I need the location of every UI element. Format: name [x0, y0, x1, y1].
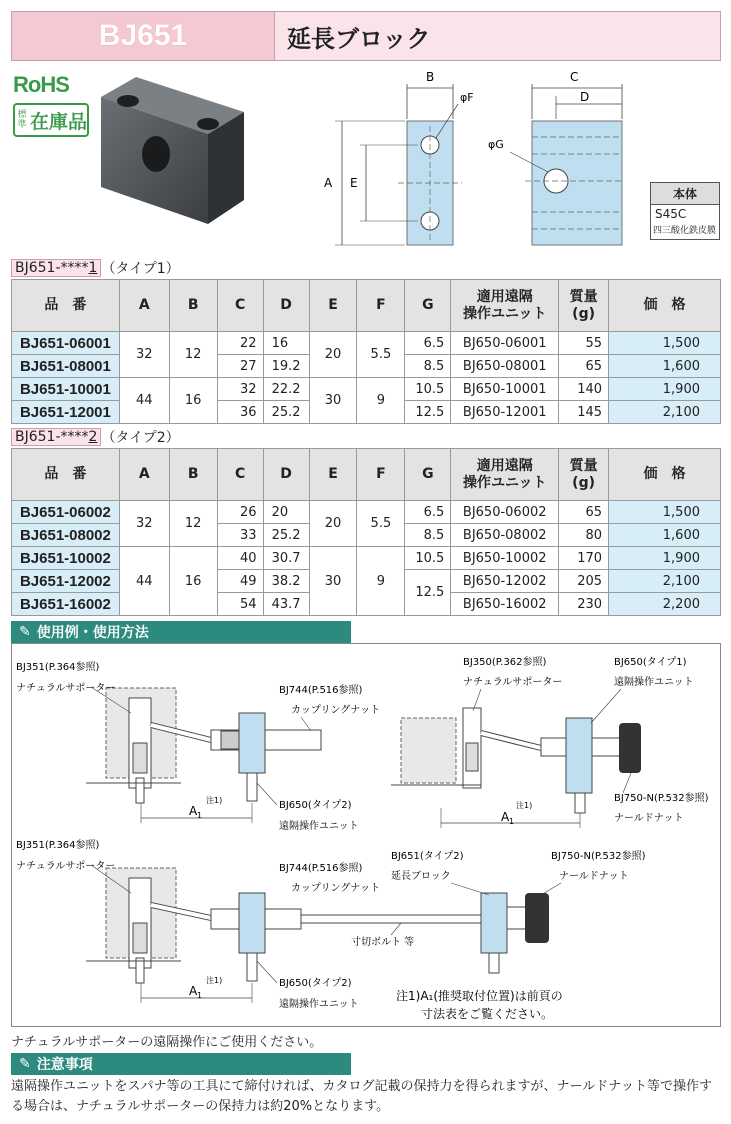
type2-header-3: C: [217, 449, 263, 501]
dim-c-cell: 49: [217, 570, 263, 593]
dim-a: A: [324, 176, 333, 190]
type2-table: [11, 448, 721, 616]
type1-label: [11, 258, 180, 278]
d2-label-2: ナチュラルサポーター: [463, 677, 563, 688]
dim-c-cell: 22: [217, 332, 263, 355]
d3-label-1: BJ351(P.364参照): [16, 840, 100, 851]
price-cell: 1,600: [609, 355, 721, 378]
unit-cell: BJ650-10001: [451, 378, 559, 401]
dim-g-cell: 10.5: [405, 378, 451, 401]
table-row: [12, 332, 721, 355]
type1-label-prefix: BJ651-****: [15, 260, 89, 276]
dim-d-cell: 22.2: [263, 378, 309, 401]
unit-cell: BJ650-08002: [451, 524, 559, 547]
d3-label-3: BJ744(P.516参照): [279, 863, 363, 874]
caution-text: 遠隔操作ユニットをスパナ等の工具にて締付ければ、カタログ記載の保持力を得られますが、ナールドナット等で操作する場合は、ナチュラルサポーターの保持力は約20%となります。: [11, 1079, 712, 1114]
pen-icon: ✎: [19, 1056, 31, 1072]
dim-f-cell: 5.5: [357, 332, 405, 378]
dim-f-cell: 9: [357, 378, 405, 424]
d3-label-6: 延長ブロック: [391, 871, 451, 882]
stock-badge: [13, 103, 89, 137]
d2-a1-sub: 1: [509, 817, 515, 826]
dim-c-cell: 27: [217, 355, 263, 378]
d2-label-6: ナールドナット: [614, 813, 684, 824]
material-note: 四三酸化鉄皮膜: [653, 226, 717, 236]
d3-label-10: BJ650(タイプ2): [279, 978, 352, 989]
part-number: BJ651-08002: [12, 524, 120, 547]
price-cell: 2,200: [609, 593, 721, 616]
d2-label-3: BJ650(タイプ1): [614, 657, 687, 668]
type2-header-10: 価 格: [609, 449, 721, 501]
usage-footnote-1: 注1)A₁(推奨取付位置)は前頁の: [396, 989, 563, 1003]
dim-g: φG: [488, 138, 504, 151]
dim-d-cell: 25.2: [263, 401, 309, 424]
price-cell: 1,500: [609, 501, 721, 524]
unit-cell: BJ650-06002: [451, 501, 559, 524]
type2-header-8: 適用遠隔 操作ユニット: [451, 449, 559, 501]
dim-f: φF: [460, 91, 474, 104]
mass-cell: 205: [559, 570, 609, 593]
usage-diagram-1: [16, 661, 380, 832]
usage-note: ナチュラルサポーターの遠隔操作にご使用ください。: [11, 1035, 323, 1050]
dim-c-cell: 40: [217, 547, 263, 570]
dim-c-cell: 33: [217, 524, 263, 547]
d2-note: 注1): [516, 801, 533, 810]
d3-a1: A: [189, 984, 198, 998]
type1-header-4: D: [263, 280, 309, 332]
page-header: [11, 11, 721, 61]
d1-label-6: 遠隔操作ユニット: [279, 821, 359, 832]
dim-b: B: [426, 70, 435, 84]
dim-c-cell: 26: [217, 501, 263, 524]
rohs-badge: RoHS: [13, 72, 69, 97]
dim-g-cell: 8.5: [405, 355, 451, 378]
dim-g-cell: 10.5: [405, 547, 451, 570]
pen-icon: ✎: [19, 624, 31, 640]
d2-label-4: 遠隔操作ユニット: [614, 677, 694, 688]
type1-table: [11, 279, 721, 424]
type2-header-6: F: [357, 449, 405, 501]
dim-c-cell: 54: [217, 593, 263, 616]
dim-c: C: [570, 70, 579, 84]
dim-f-cell: 5.5: [357, 501, 405, 547]
dim-g-cell: 6.5: [405, 332, 451, 355]
type2-header-1: A: [119, 449, 169, 501]
dim-g-cell: 12.5: [405, 570, 451, 616]
part-number: BJ651-10002: [12, 547, 120, 570]
d2-a1: A: [501, 810, 510, 824]
d3-a1-sub: 1: [197, 991, 203, 1000]
material-value: S45C: [655, 207, 687, 221]
product-photo: [96, 72, 246, 227]
dim-a-cell: 44: [119, 547, 169, 616]
type1-header-10: 価 格: [609, 280, 721, 332]
price-cell: 1,600: [609, 524, 721, 547]
dim-b-cell: 16: [169, 547, 217, 616]
usage-section-title: 使用例・使用方法: [36, 625, 149, 641]
product-title: 延長ブロック: [274, 12, 720, 60]
d2-label-5: BJ750-N(P.532参照): [614, 793, 709, 804]
type1-header-6: F: [357, 280, 405, 332]
usage-section-header: [11, 621, 351, 643]
usage-diagram: [11, 643, 721, 1028]
type1-header-5: E: [309, 280, 357, 332]
table-row: [12, 547, 721, 570]
unit-cell: BJ650-06001: [451, 332, 559, 355]
d1-label-4: カップリングナット: [291, 705, 381, 716]
type1-header-0: 品 番: [12, 280, 120, 332]
d3-label-7: BJ750-N(P.532参照): [551, 851, 646, 862]
unit-cell: BJ650-12002: [451, 570, 559, 593]
mass-cell: 230: [559, 593, 609, 616]
dim-a-cell: 44: [119, 378, 169, 424]
part-number: BJ651-16002: [12, 593, 120, 616]
material-box: [650, 182, 720, 240]
d1-label-2: ナチュラルサポーター: [16, 683, 116, 694]
dim-b-cell: 12: [169, 501, 217, 547]
dim-g-cell: 8.5: [405, 524, 451, 547]
d1-label-3: BJ744(P.516参照): [279, 685, 363, 696]
mass-cell: 145: [559, 401, 609, 424]
type2-label-suffix: 2: [88, 429, 98, 445]
unit-cell: BJ650-12001: [451, 401, 559, 424]
product-code: BJ651: [12, 12, 274, 60]
type2-header-5: E: [309, 449, 357, 501]
dim-b-cell: 16: [169, 378, 217, 424]
stock-badge-large: 在庫品: [30, 110, 88, 133]
part-number: BJ651-06001: [12, 332, 120, 355]
dim-d-cell: 38.2: [263, 570, 309, 593]
dim-d: D: [580, 90, 590, 104]
dim-d-cell: 19.2: [263, 355, 309, 378]
dim-c-cell: 36: [217, 401, 263, 424]
price-cell: 1,900: [609, 378, 721, 401]
d1-label-1: BJ351(P.364参照): [16, 662, 100, 673]
type1-header-3: C: [217, 280, 263, 332]
usage-diagram-2: [391, 656, 709, 828]
dim-d-cell: 25.2: [263, 524, 309, 547]
d1-label-5: BJ650(タイプ2): [279, 800, 352, 811]
dim-a-cell: 32: [119, 501, 169, 547]
dim-e-cell: 30: [309, 547, 357, 616]
type1-header-7: G: [405, 280, 451, 332]
type1-header-9: 質量 (g): [559, 280, 609, 332]
d3-label-5: BJ651(タイプ2): [391, 851, 464, 862]
dim-b-cell: 12: [169, 332, 217, 378]
dim-e: E: [350, 176, 358, 190]
part-number: BJ651-08001: [12, 355, 120, 378]
mass-cell: 80: [559, 524, 609, 547]
d2-label-1: BJ350(P.362参照): [463, 657, 547, 668]
mass-cell: 170: [559, 547, 609, 570]
unit-cell: BJ650-08001: [451, 355, 559, 378]
unit-cell: BJ650-16002: [451, 593, 559, 616]
price-cell: 2,100: [609, 401, 721, 424]
type1-header-1: A: [119, 280, 169, 332]
dim-c-cell: 32: [217, 378, 263, 401]
usage-footnote-2: 寸法表をご覧ください。: [421, 1007, 554, 1021]
dim-d-cell: 43.7: [263, 593, 309, 616]
type2-header-9: 質量 (g): [559, 449, 609, 501]
d3-label-2: ナチュラルサポーター: [16, 861, 116, 872]
dim-d-cell: 20: [263, 501, 309, 524]
d1-a1-sub: 1: [197, 811, 203, 820]
type2-header-7: G: [405, 449, 451, 501]
mass-cell: 65: [559, 501, 609, 524]
dim-f-cell: 9: [357, 547, 405, 616]
table-row: [12, 501, 721, 524]
type1-label-type: （タイプ1）: [101, 261, 180, 277]
unit-cell: BJ650-10002: [451, 547, 559, 570]
type2-label: [11, 427, 180, 447]
type2-header-0: 品 番: [12, 449, 120, 501]
type2-label-prefix: BJ651-****: [15, 429, 89, 445]
dim-g-cell: 12.5: [405, 401, 451, 424]
dim-a-cell: 32: [119, 332, 169, 378]
usage-diagram-3: [16, 839, 646, 1021]
dimension-drawing: [320, 64, 650, 249]
mass-cell: 140: [559, 378, 609, 401]
price-cell: 2,100: [609, 570, 721, 593]
part-number: BJ651-10001: [12, 378, 120, 401]
d1-note: 注1): [206, 796, 223, 805]
type2-label-type: （タイプ2）: [101, 430, 180, 446]
d1-a1: A: [189, 804, 198, 818]
dim-g-cell: 6.5: [405, 501, 451, 524]
table-row: [12, 378, 721, 401]
type2-header-4: D: [263, 449, 309, 501]
mass-cell: 65: [559, 355, 609, 378]
d3-label-9: 寸切ボルト 等: [351, 937, 415, 948]
d3-label-8: ナールドナット: [559, 871, 629, 882]
part-number: BJ651-12001: [12, 401, 120, 424]
stock-badge-small: 標準: [17, 110, 27, 130]
d3-label-4: カップリングナット: [291, 883, 381, 894]
dim-d-cell: 16: [263, 332, 309, 355]
part-number: BJ651-06002: [12, 501, 120, 524]
price-cell: 1,500: [609, 332, 721, 355]
price-cell: 1,900: [609, 547, 721, 570]
material-header: 本体: [651, 183, 719, 205]
dim-d-cell: 30.7: [263, 547, 309, 570]
mass-cell: 55: [559, 332, 609, 355]
type1-header-2: B: [169, 280, 217, 332]
dim-e-cell: 20: [309, 501, 357, 547]
caution-section-title: 注意事項: [36, 1057, 93, 1073]
dim-e-cell: 30: [309, 378, 357, 424]
caution-section-header: [11, 1053, 351, 1075]
part-number: BJ651-12002: [12, 570, 120, 593]
type1-label-suffix: 1: [88, 260, 98, 276]
type2-header-2: B: [169, 449, 217, 501]
type1-header-8: 適用遠隔 操作ユニット: [451, 280, 559, 332]
d3-label-11: 遠隔操作ユニット: [279, 999, 359, 1010]
d3-note: 注1): [206, 976, 223, 985]
dim-e-cell: 20: [309, 332, 357, 378]
